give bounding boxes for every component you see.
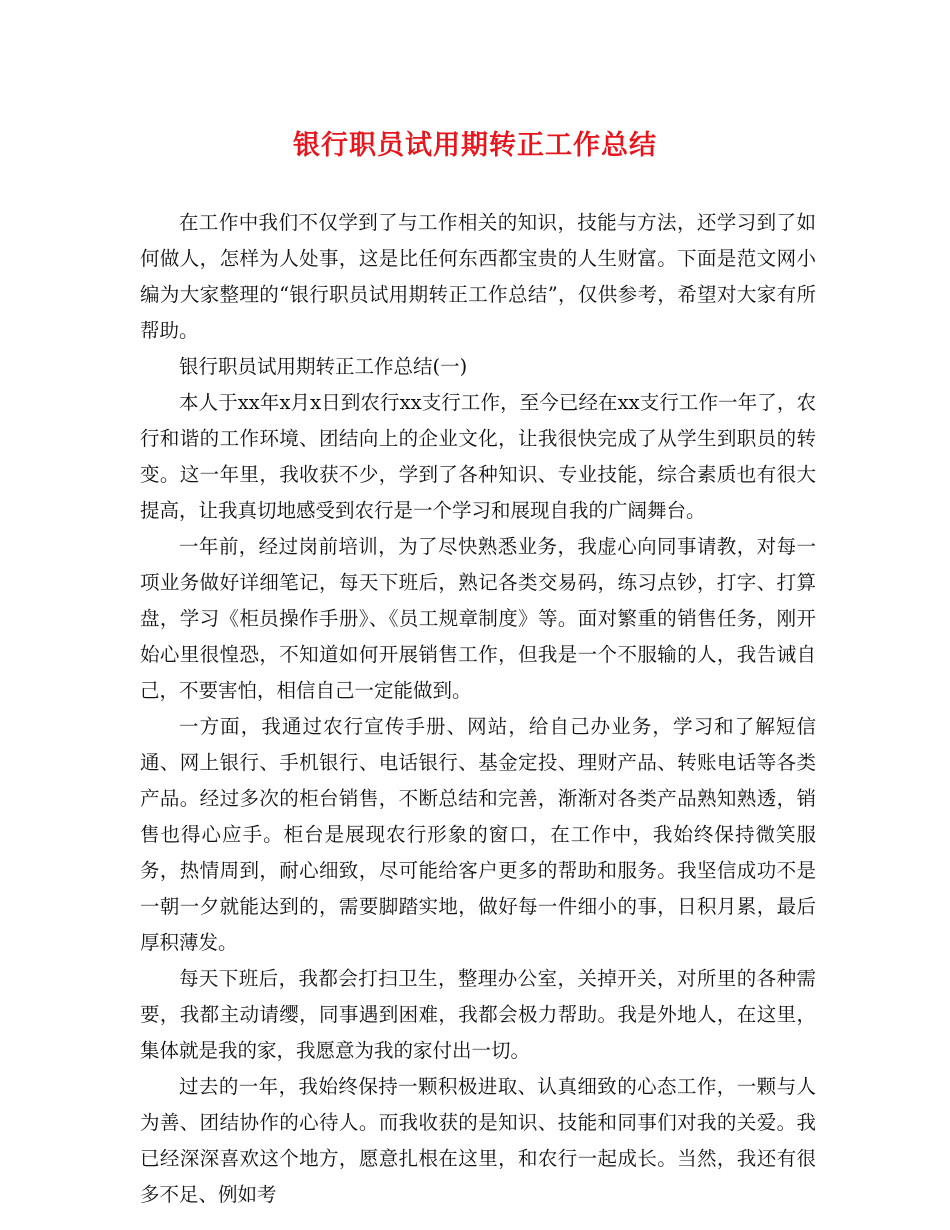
paragraph-1: 本人于xx年x月x日到农行xx支行工作，至今已经在xx支行工作一年了，农行和谐的工作环境、团结向上的企业文化，让我很快完成了从学生到职员的转变。这一年里，我收获不少，学到了各种知识、专业技能，综合素质也有很大提高，让我真切地感受到农行是一个学习和展现自我的广阔舞台。	[140, 391, 816, 522]
paragraph-2: 一年前，经过岗前培训，为了尽快熟悉业务，我虚心向同事请教，对每一项业务做好详细笔记，每天下班后，熟记各类交易码，练习点钞，打字、打算盘，学习《柜员操作手册》、《员工规章制度》等。面对繁重的销售任务，刚开始心里很惶恐，不知道如何开展销售工作，但我是一个不服输的人，我告诫自己，不要害怕，相信自己一定能做到。	[140, 535, 816, 702]
document-body	[140, 205, 816, 1213]
paragraph-4: 每天下班后，我都会打扫卫生，整理办公室，关掉开关，对所里的各种需要，我都主动请缨，同事遇到困难，我都会极力帮助。我是外地人，在这里，集体就是我的家，我愿意为我的家付出一切。	[140, 967, 816, 1062]
paragraph-3: 一方面，我通过农行宣传手册、网站，给自己办业务，学习和了解短信通、网上银行、手机银行、电话银行、基金定投、理财产品、转账电话等各类产品。经过多次的柜台销售，不断总结和完善，渐渐对各类产品熟知熟透，销售也得心应手。柜台是展现农行形象的窗口，在工作中，我始终保持微笑服务，热情周到，耐心细致，尽可能给客户更多的帮助和服务。我坚信成功不是一朝一夕就能达到的，需要脚踏实地，做好每一件细小的事，日积月累，最后厚积薄发。	[140, 715, 816, 954]
document-title: 银行职员试用期转正工作总结	[293, 130, 657, 161]
paragraph-5: 过去的一年，我始终保持一颗积极进取、认真细致的心态工作，一颗与人为善、团结协作的心待人。而我收获的是知识、技能和同事们对我的关爱。我已经深深喜欢这个地方，愿意扎根在这里，和农行一起成长。当然，我还有很多不足、例如考	[140, 1075, 816, 1206]
section-heading: 银行职员试用期转正工作总结(一)	[179, 355, 468, 378]
paragraph-intro: 在工作中我们不仅学到了与工作相关的知识，技能与方法，还学习到了如何做人，怎样为人处事，这是比任何东西都宝贵的人生财富。下面是范文网小编为大家整理的“银行职员试用期转正工作总结”，仅供参考，希望对大家有所帮助。	[140, 211, 816, 342]
